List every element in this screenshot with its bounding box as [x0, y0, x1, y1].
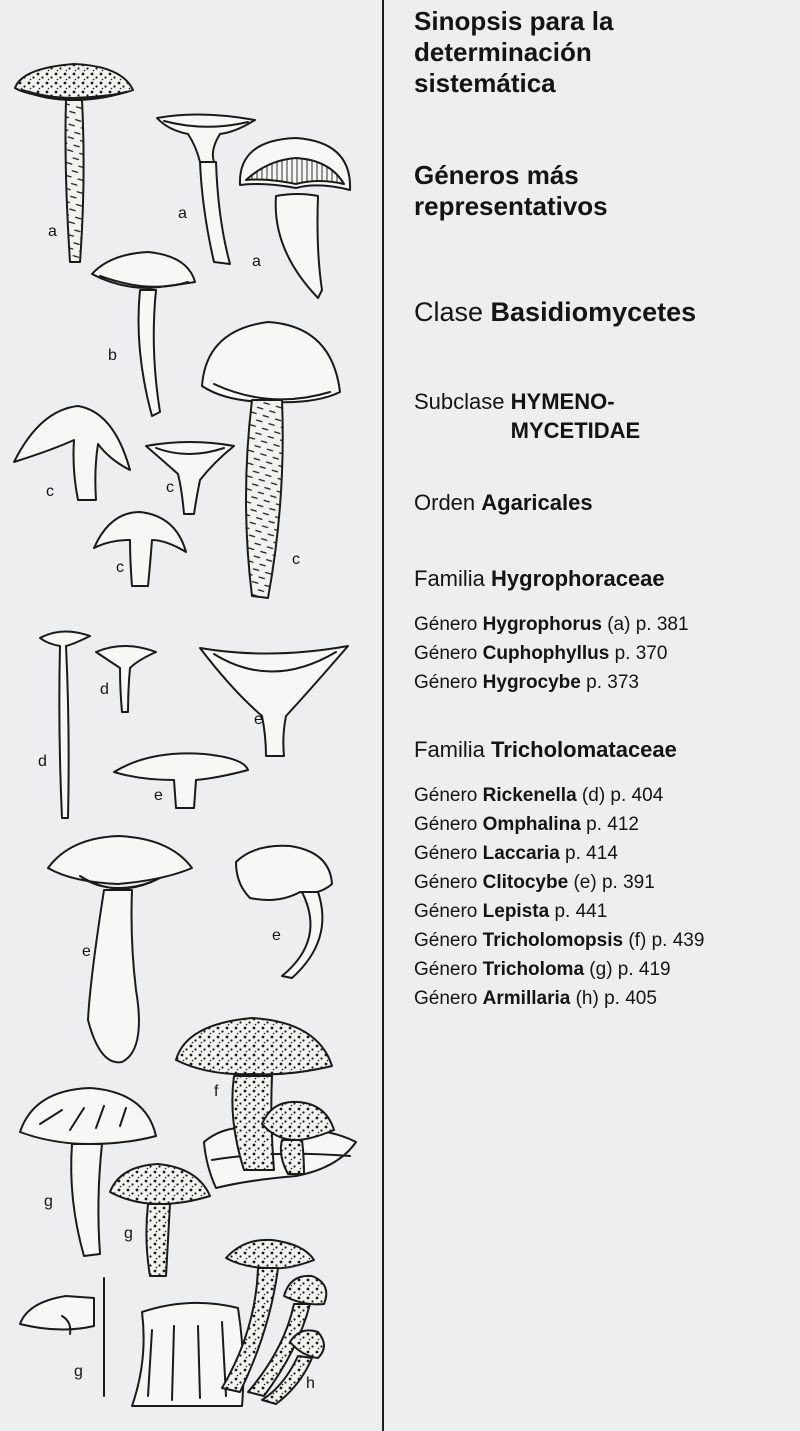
label-a: a — [252, 253, 261, 270]
genus-prefix: Género — [414, 814, 478, 835]
figure-genus-c4 — [202, 322, 340, 598]
genus-prefix: Género — [414, 785, 478, 806]
label-c: c — [166, 479, 174, 496]
list-item — [414, 668, 689, 697]
genus-prefix: Género — [414, 872, 478, 893]
figure-clitocybe-e1 — [200, 646, 348, 756]
genus-name: Hygrophorus — [482, 614, 602, 635]
label-c: c — [116, 559, 124, 576]
genus-name: Armillaria — [482, 988, 571, 1009]
genus-name: Rickenella — [482, 785, 577, 806]
figure-clitocybe-e4 — [236, 846, 332, 978]
genus-list — [414, 610, 689, 697]
genus-page-ref: (d) p. 404 — [576, 785, 664, 806]
section-subtitle: Géneros más representativos — [414, 160, 608, 221]
order-heading — [414, 490, 593, 516]
label-a: a — [178, 205, 187, 222]
label-a: a — [48, 223, 57, 240]
genus-prefix: Género — [414, 930, 478, 951]
list-item — [414, 926, 704, 955]
figure-genus-c1 — [14, 406, 130, 500]
mushroom-illustrations — [0, 0, 382, 1431]
rank-prefix: Subclase — [414, 389, 505, 414]
genus-page-ref: (a) p. 381 — [601, 614, 689, 635]
genus-list — [414, 781, 704, 1013]
list-item — [414, 955, 704, 984]
class-heading — [414, 296, 696, 328]
page-title: Sinopsis para la determinación sistemática — [414, 6, 614, 98]
list-item — [414, 839, 704, 868]
label-b: b — [108, 347, 117, 364]
rank-prefix: Orden — [414, 490, 476, 515]
figure-tricholoma-g2 — [110, 1164, 210, 1276]
label-e: e — [154, 787, 163, 804]
label-e: e — [272, 927, 281, 944]
list-item — [414, 810, 704, 839]
genus-name: Omphalina — [482, 814, 581, 835]
genus-page-ref: (g) p. 419 — [584, 959, 671, 980]
figure-genus-c3 — [94, 512, 186, 586]
genus-page-ref: (e) p. 391 — [568, 872, 655, 893]
list-item — [414, 897, 704, 926]
rank-prefix: Familia — [414, 566, 485, 591]
genus-prefix: Género — [414, 643, 478, 664]
class-name: Basidiomycetes — [490, 297, 697, 327]
figure-tricholoma-g3 — [20, 1278, 104, 1396]
figure-hygrophorus-a2 — [157, 114, 255, 264]
genus-page-ref: p. 412 — [580, 814, 639, 835]
figure-tricholomopsis-f — [176, 1018, 356, 1188]
figure-rickenella-d1 — [40, 631, 90, 818]
genus-page-ref: (h) p. 405 — [570, 988, 657, 1009]
label-c: c — [46, 483, 54, 500]
list-item — [414, 984, 704, 1013]
family-heading — [414, 566, 665, 592]
genus-prefix: Género — [414, 614, 478, 635]
figure-hygrophorus-a1 — [15, 64, 133, 262]
subclass-name: HYMENO- MYCETIDAE — [510, 389, 641, 443]
family-name: Hygrophoraceae — [491, 566, 665, 591]
list-item — [414, 610, 689, 639]
genus-page-ref: p. 373 — [580, 672, 639, 693]
family-heading — [414, 737, 677, 763]
figure-rickenella-d2 — [96, 646, 156, 712]
genus-prefix: Género — [414, 901, 478, 922]
genus-name: Tricholoma — [482, 959, 585, 980]
rank-prefix: Familia — [414, 737, 485, 762]
figure-hygrophorus-a3 — [240, 138, 350, 298]
label-g: g — [44, 1193, 53, 1210]
genus-page-ref: p. 441 — [549, 901, 608, 922]
figure-clitocybe-e2 — [114, 753, 248, 808]
genus-name: Tricholomopsis — [482, 930, 624, 951]
label-e: e — [82, 943, 91, 960]
genus-prefix: Género — [414, 959, 478, 980]
subclass-heading — [414, 389, 640, 445]
column-divider — [382, 0, 384, 1431]
genus-page-ref: (f) p. 439 — [623, 930, 705, 951]
genus-name: Lepista — [482, 901, 550, 922]
order-name: Agaricales — [481, 490, 593, 515]
genus-name: Clitocybe — [482, 872, 569, 893]
label-e: e — [254, 711, 263, 728]
label-g: g — [124, 1225, 133, 1242]
rank-prefix: Clase — [414, 297, 484, 327]
label-c: c — [292, 551, 300, 568]
label-d: d — [38, 753, 47, 770]
genus-page-ref: p. 414 — [559, 843, 618, 864]
genus-prefix: Género — [414, 672, 478, 693]
figure-clitocybe-e3 — [48, 836, 192, 1062]
genus-page-ref: p. 370 — [609, 643, 668, 664]
label-h: h — [306, 1375, 315, 1392]
genus-name: Laccaria — [482, 843, 560, 864]
genus-name: Hygrocybe — [482, 672, 581, 693]
genus-prefix: Género — [414, 988, 478, 1009]
figure-genus-c2 — [146, 442, 234, 514]
label-d: d — [100, 681, 109, 698]
genus-name: Cuphophyllus — [482, 643, 610, 664]
list-item — [414, 781, 704, 810]
list-item — [414, 868, 704, 897]
genus-prefix: Género — [414, 843, 478, 864]
family-name: Tricholomataceae — [491, 737, 677, 762]
label-g: g — [74, 1363, 83, 1380]
figure-genus-b — [92, 252, 195, 416]
list-item — [414, 639, 689, 668]
label-f: f — [214, 1083, 219, 1100]
